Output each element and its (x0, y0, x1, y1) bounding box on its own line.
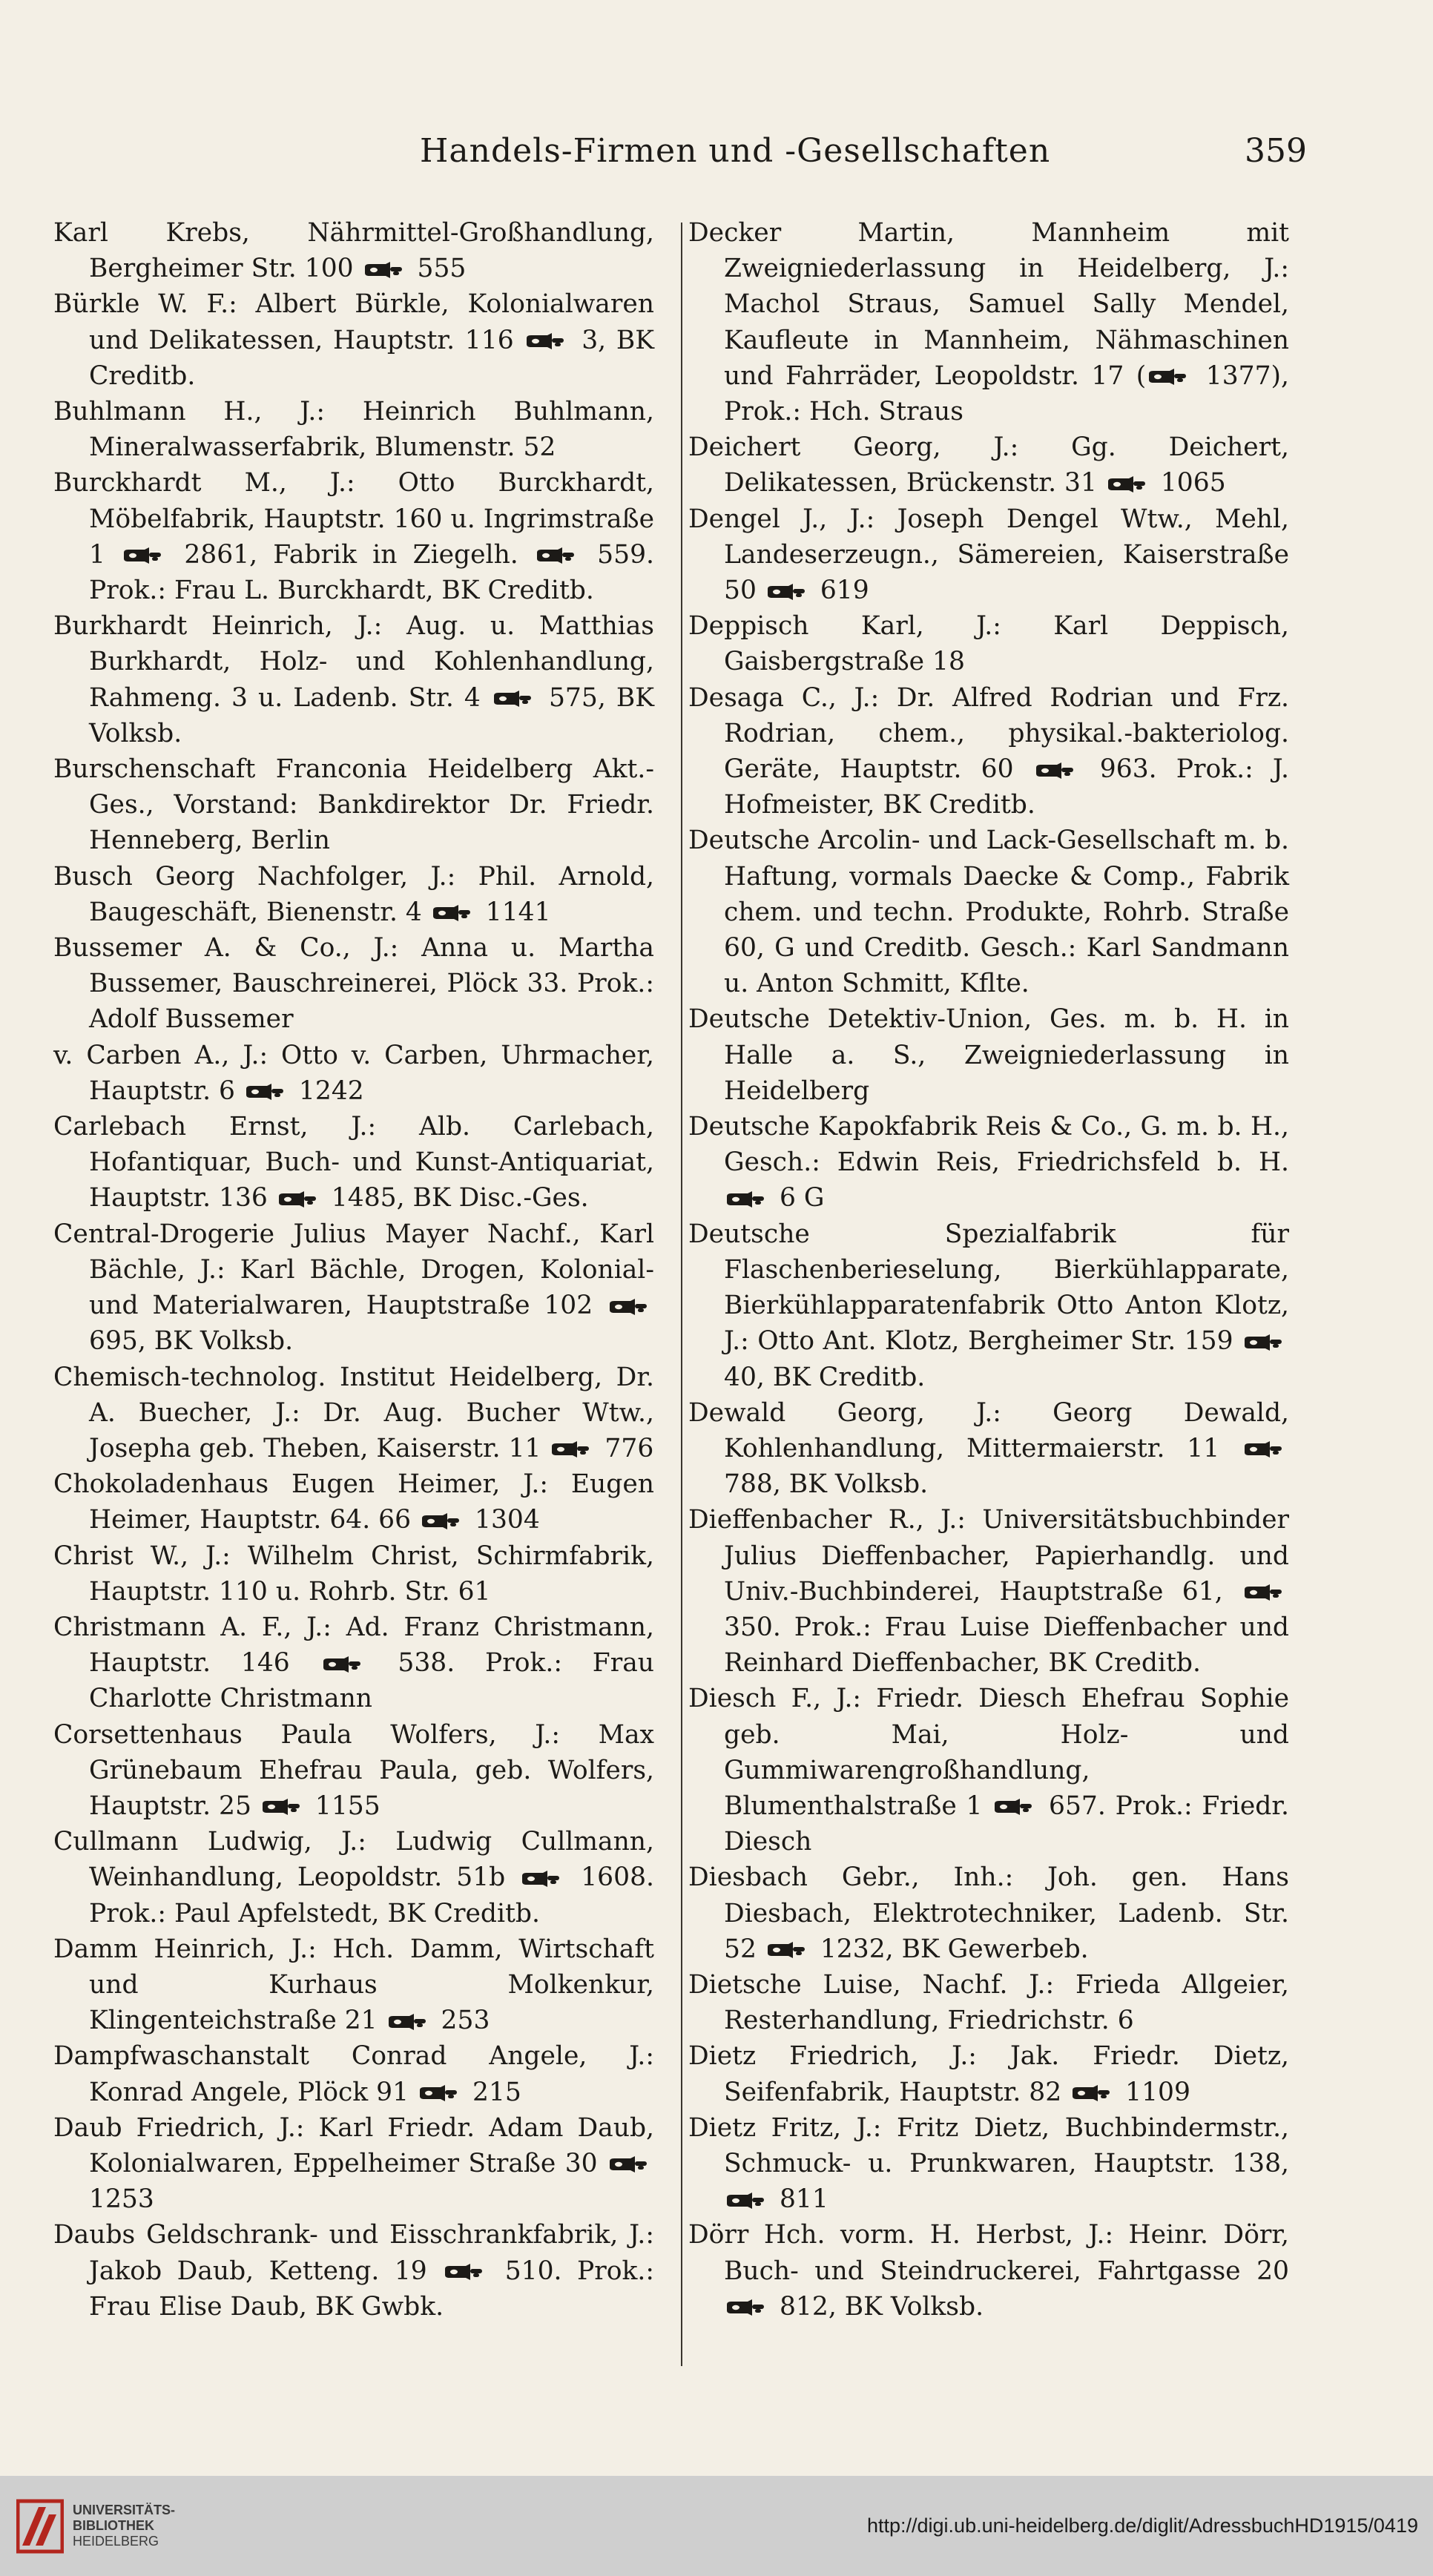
directory-entry (688, 1681, 1289, 1859)
library-name-line: UNIVERSITÄTS- (73, 2503, 176, 2517)
directory-entry (688, 1109, 1289, 1216)
entry-text: 1242 (290, 1075, 364, 1106)
column-divider (681, 223, 682, 2366)
directory-entry (688, 1216, 1289, 1395)
entry-text: Chemisch-technolog. Institut Heidelberg, Dr. A. Buecher, J.: Dr. Aug. Bucher Wtw., Josepha geb. Theben, Kaiserstr. 11 (53, 1362, 654, 1463)
left-column (53, 215, 654, 2325)
entry-text: Burkhardt Heinrich, J.: Aug. u. Matthias Burkhardt, Holz- und Kohlenhandlung, Rahmeng. 3 u. Ladenb. Str. 4 (53, 611, 654, 713)
entry-text: Dampfwaschanstalt Conrad Angele, J.: Konrad Angele, Plöck 91 (53, 2041, 654, 2107)
entry-text: 811 (771, 2184, 828, 2215)
telephone-hand-icon (432, 904, 473, 922)
directory-entry (688, 1859, 1289, 1967)
entry-text: Central-Drogerie Julius Mayer Nachf., Karl Bächle, J.: Karl Bächle, Drogen, Kolonial- und Materialwaren, Hauptstraße 102 (53, 1219, 654, 1321)
directory-entry (53, 1538, 654, 1610)
running-head (0, 132, 1433, 184)
telephone-hand-icon (608, 2155, 650, 2173)
footer-bar (0, 2476, 1433, 2576)
directory-entry (53, 215, 654, 286)
entry-text: Dengel J., J.: Joseph Dengel Wtw., Mehl, Landeserzeugn., Sämereien, Kaiserstraße 50 (688, 504, 1289, 606)
entry-text: 619 (811, 576, 869, 606)
entry-text: Burckhardt M., J.: Otto Burckhardt, Möbelfabrik, Hauptstr. 160 u. Ingrimstraße 1 (53, 468, 654, 570)
entry-text: 1304 (467, 1505, 540, 1535)
library-name-line: BIBLIOTHEK (73, 2518, 154, 2533)
entry-text: Decker Martin, Mannheim mit Zweigniederlassung in Heidelberg, J.: Machol Straus, Samuel Sally Mendel, Kaufleute in Mannheim, Nähmaschinen und Fahrräder, Leopoldstr. 17 ( (688, 218, 1289, 391)
directory-entry (688, 2110, 1289, 2218)
directory-entry (688, 1395, 1289, 1503)
directory-entry (53, 286, 654, 394)
directory-entry (688, 2038, 1289, 2109)
entry-text: Dietz Fritz, J.: Fritz Dietz, Buchbindermstr., Schmuck- u. Prunkwaren, Hauptstr. 138, (688, 2112, 1289, 2178)
telephone-hand-icon (725, 1190, 767, 1208)
telephone-hand-icon (493, 690, 534, 708)
entry-text: Damm Heinrich, J.: Hch. Damm, Wirtschaft und Kurhaus Molkenkur, Klingenteichstraße 21 (53, 1934, 654, 2036)
entry-text: Deutsche Kapokfabrik Reis & Co., G. m. b. H., Gesch.: Edwin Reis, Friedrichsfeld b. H. (688, 1112, 1289, 1178)
telephone-hand-icon (1243, 1440, 1285, 1458)
entry-text: Dietz Friedrich, J.: Jak. Friedr. Dietz, Seifenfabrik, Hauptstr. 82 (688, 2041, 1289, 2107)
entry-text: Deutsche Detektiv-Union, Ges. m. b. H. in Halle a. S., Zweigniederlassung in Heidelberg (688, 1004, 1289, 1106)
entry-text: 1141 (477, 897, 551, 927)
entry-text: Christ W., J.: Wilhelm Christ, Schirmfabrik, Hauptstr. 110 u. Rohrb. Str. 61 (53, 1541, 654, 1607)
telephone-hand-icon (550, 1440, 592, 1458)
telephone-hand-icon (363, 261, 405, 279)
entry-text: 1608. Prok.: Paul Apfelstedt, BK Creditb. (89, 1862, 654, 1928)
directory-entry (53, 1610, 654, 1717)
directory-entry (53, 1216, 654, 1360)
source-url-link[interactable]: http://digi.ub.uni-heidelberg.de/diglit/AdressbuchHD1915/0419 (866, 2514, 1418, 2537)
directory-entry (688, 1001, 1289, 1109)
telephone-hand-icon (766, 583, 808, 601)
right-column (688, 215, 1289, 2325)
directory-entry (53, 1360, 654, 1467)
directory-entry (688, 608, 1289, 679)
entry-text: Daub Friedrich, J.: Karl Friedr. Adam Daub, Kolonialwaren, Eppelheimer Straße 30 (53, 2112, 654, 2178)
directory-entry (688, 501, 1289, 609)
entry-text: Burschenschaft Franconia Heidelberg Akt.-Ges., Vorstand: Bankdirektor Dr. Friedr. Henneberg, Berlin (53, 754, 654, 856)
entry-text: v. Carben A., J.: Otto v. Carben, Uhrmacher, Hauptstr. 6 (53, 1040, 654, 1106)
telephone-hand-icon (1071, 2084, 1113, 2102)
directory-entry (53, 2110, 654, 2218)
directory-entry (53, 1717, 654, 1825)
directory-entry (53, 859, 654, 930)
entry-text: Daubs Geldschrank- und Eisschrankfabrik, J.: Jakob Daub, Ketteng. 19 (53, 2220, 654, 2286)
entry-text: Deutsche Arcolin- und Lack-Gesellschaft m. b. Haftung, vormals Daecke & Comp., Fabrik chem. und techn. Produkte, Rohrb. Straße 60, G und Creditb. Gesch.: Karl Sandmann u. Anton Schmitt, Kfltе. (688, 826, 1289, 999)
entry-text: Cullmann Ludwig, J.: Ludwig Cullmann, Weinhandlung, Leopoldstr. 51b (53, 1827, 654, 1893)
directory-entry (53, 1109, 654, 1216)
library-name-line: HEIDELBERG (73, 2534, 159, 2549)
entry-text: Diesch F., J.: Friedr. Diesch Ehefrau Sophie geb. Mai, Holz- und Gummiwarengroßhandlung, Blumenthalstraße 1 (688, 1684, 1289, 1821)
entry-text: Deutsche Spezialfabrik für Flaschenberieselung, Bierkühlapparate, Bierkühlapparatenfabrik Otto Anton Klotz, J.: Otto Ant. Klotz, Bergheimer Str. 159 (688, 1219, 1289, 1357)
entry-text: 1232, BK Gewerbeb. (811, 1934, 1089, 1964)
telephone-hand-icon (725, 2192, 767, 2210)
entry-text: 695, BK Volksb. (89, 1326, 294, 1357)
page-title: Handels-Firmen und -Gesellschaften (420, 132, 1051, 170)
entry-text: 1109 (1117, 2077, 1190, 2107)
entry-text: Chokoladenhaus Eugen Heimer, J.: Eugen Heimer, Hauptstr. 64. 66 (53, 1469, 654, 1535)
entry-text: 657. Prok.: Friedr. Diesch (724, 1791, 1289, 1857)
directory-entry (688, 1502, 1289, 1681)
entry-text: 1253 (89, 2184, 154, 2215)
entry-text: 963. Prok.: J. Hofmeister, BK Creditb. (724, 754, 1289, 820)
entry-text: 812, BK Volksb. (771, 2291, 984, 2322)
telephone-hand-icon (525, 332, 567, 350)
directory-entry (53, 394, 654, 465)
telephone-hand-icon (122, 547, 164, 564)
directory-entry (53, 608, 654, 751)
telephone-hand-icon (766, 1941, 808, 1959)
telephone-hand-icon (536, 547, 577, 564)
telephone-hand-icon (418, 2084, 460, 2102)
telephone-hand-icon (322, 1656, 363, 1673)
directory-entry (53, 1466, 654, 1538)
entry-text: 1155 (306, 1791, 381, 1821)
entry-text: 1377), Prok.: Hch. Straus (724, 360, 1289, 427)
directory-entry (53, 2217, 654, 2325)
entry-text: 253 (432, 2006, 490, 2036)
entry-text: Diesbach Gebr., Inh.: Joh. gen. Hans Diesbach, Elektrotechniker, Ladenb. Str. 52 (688, 1862, 1289, 1964)
telephone-hand-icon (421, 1512, 462, 1530)
entry-text: 1485, BK Disc.-Ges. (323, 1183, 589, 1213)
telephone-hand-icon (608, 1298, 650, 1316)
library-name (73, 2503, 175, 2549)
entry-text: 215 (464, 2077, 521, 2107)
entry-text: 575, BK Volksb. (89, 682, 654, 748)
directory-entry (688, 823, 1289, 1001)
entry-text: Carlebach Ernst, J.: Alb. Carlebach, Hofantiquar, Buch- und Kunst-Antiquariat, Hauptstr. 136 (53, 1112, 654, 1213)
entry-text: Dewald Georg, J.: Georg Dewald, Kohlenhandlung, Mittermaierstr. 11 (688, 1397, 1289, 1463)
telephone-hand-icon (725, 2299, 767, 2316)
telephone-hand-icon (261, 1798, 303, 1816)
telephone-hand-icon (1243, 1334, 1285, 1351)
entry-text: 555 (409, 254, 467, 284)
directory-entry (688, 215, 1289, 429)
telephone-hand-icon (444, 2263, 485, 2281)
directory-entry (53, 751, 654, 859)
telephone-hand-icon (521, 1870, 562, 1888)
directory-entry (53, 1931, 654, 2039)
directory-entry (688, 1967, 1289, 2038)
entry-text: 559. Prok.: Frau L. Burckhardt, BK Creditb. (89, 539, 654, 606)
telephone-hand-icon (1107, 475, 1148, 493)
directory-entry (53, 465, 654, 608)
entry-text: Dieffenbacher R., J.: Universitätsbuchbinder Julius Dieffenbacher, Papierhandlg. und Univ.-Buchbinderei, Hauptstraße 61, (688, 1505, 1289, 1607)
entry-text: Corsettenhaus Paula Wolfers, J.: Max Grünebaum Ehefrau Paula, geb. Wolfers, Hauptstr. 25 (53, 1719, 654, 1821)
entry-text: Karl Krebs, Nährmittel-Großhandlung, Bergheimer Str. 100 (53, 218, 654, 284)
entry-text: Dietsche Luise, Nachf. J.: Frieda Allgeier, Resterhandlung, Friedrichstr. 6 (688, 1969, 1289, 2036)
entry-text: 40, BK Creditb. (724, 1362, 926, 1392)
directory-entry (53, 2038, 654, 2109)
directory-entry (688, 2217, 1289, 2325)
entry-text: 776 (596, 1433, 654, 1463)
page-number: 359 (1245, 132, 1307, 170)
entry-text: Deichert Georg, J.: Gg. Deichert, Delikatessen, Brückenstr. 31 (688, 432, 1289, 498)
entry-text: 510. Prok.: Frau Elise Daub, BK Gwbk. (89, 2256, 654, 2322)
library-logo-icon (16, 2497, 64, 2556)
telephone-hand-icon (387, 2013, 429, 2031)
telephone-hand-icon (1147, 368, 1189, 386)
telephone-hand-icon (1035, 762, 1076, 780)
entry-text: Buhlmann H., J.: Heinrich Buhlmann, Mineralwasserfabrik, Blumenstr. 52 (53, 397, 654, 463)
entry-text: 6 G (771, 1183, 825, 1213)
telephone-hand-icon (245, 1083, 286, 1101)
entry-text: 350. Prok.: Frau Luise Dieffenbacher und Reinhard Dieffenbacher, BK Creditb. (724, 1612, 1289, 1679)
telephone-hand-icon (1243, 1584, 1285, 1601)
telephone-hand-icon (993, 1798, 1035, 1816)
entry-text: Christmann A. F., J.: Ad. Franz Christmann, Hauptstr. 146 (53, 1612, 654, 1679)
entry-text: Deppisch Karl, J.: Karl Deppisch, Gaisbergstraße 18 (688, 611, 1289, 677)
university-library-logo (16, 2497, 64, 2559)
entry-text: 538. Prok.: Frau Charlotte Christmann (89, 1648, 655, 1714)
entry-text: Dörr Hch. vorm. H. Herbst, J.: Heinr. Dörr, Buch- und Steindruckerei, Fahrtgasse 20 (688, 2220, 1289, 2286)
directory-entry (688, 680, 1289, 823)
entry-text: 788, BK Volksb. (724, 1469, 929, 1500)
entry-text: 3, BK Creditb. (89, 325, 654, 391)
entry-text: 1065 (1152, 468, 1226, 498)
directory-entry (53, 930, 654, 1038)
entry-text: Bürkle W. F.: Albert Bürkle, Kolonialwaren und Delikatessen, Hauptstr. 116 (53, 289, 654, 355)
entry-text: 2861, Fabrik in Ziegelh. (168, 539, 534, 570)
telephone-hand-icon (277, 1190, 319, 1208)
directory-entry (53, 1824, 654, 1931)
entry-text: Bussemer A. & Co., J.: Anna u. Martha Bussemer, Bauschreinerei, Plöck 33. Prok.: Adolf Bussemer (53, 933, 654, 1035)
directory-entry (53, 1038, 654, 1109)
entry-text: Busch Georg Nachfolger, J.: Phil. Arnold, Baugeschäft, Bienenstr. 4 (53, 861, 654, 927)
entry-text: Desaga C., J.: Dr. Alfred Rodrian und Frz. Rodrian, chem., physikal.-bakteriolog. Geräte, Hauptstr. 60 (688, 682, 1289, 785)
directory-entry (688, 429, 1289, 501)
